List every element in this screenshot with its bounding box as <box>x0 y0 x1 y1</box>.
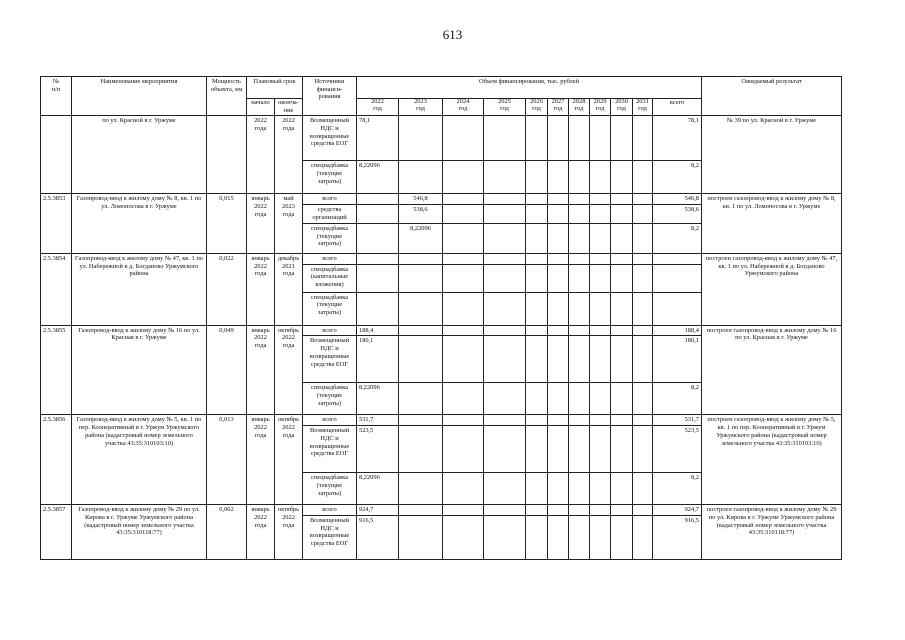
year-value <box>548 116 569 161</box>
item-capacity <box>207 116 247 194</box>
year-value <box>526 383 548 415</box>
year-value <box>526 473 548 505</box>
col-header-year: 2025 год <box>484 99 526 116</box>
item-number: 2.5.3857 <box>41 505 72 560</box>
year-value <box>399 116 443 161</box>
year-value: 916,5 <box>357 515 399 559</box>
col-header-year: 2030 год <box>611 99 633 116</box>
year-value <box>526 254 548 265</box>
year-value <box>548 161 569 194</box>
funding-source: спецнадбавка (капитальные вложения) <box>303 264 357 292</box>
year-value <box>590 254 611 265</box>
col-header-term-end: оконча- ние <box>275 99 303 116</box>
year-value <box>484 205 526 224</box>
col-header-year: 2027 год <box>548 99 569 116</box>
year-value <box>443 116 484 161</box>
year-value <box>484 336 526 383</box>
year-value <box>611 505 633 516</box>
year-value <box>633 224 653 254</box>
year-value <box>633 194 653 205</box>
year-value <box>443 254 484 265</box>
item-end: октябрь 2022 года <box>275 415 303 505</box>
item-start: 2022 года <box>247 116 275 194</box>
year-value: 546,8 <box>399 194 443 205</box>
year-value <box>569 161 590 194</box>
year-value <box>399 325 443 336</box>
year-value <box>633 383 653 415</box>
expected-result: построен газопровод-ввод к жилому дому № 8, кв. 1 по ул. Ломоносова в г. Уржуме <box>702 194 842 254</box>
col-header-volume: Объем финансирования, тыс. рублей <box>357 77 702 99</box>
col-header-year: 2026 год <box>526 99 548 116</box>
year-value <box>611 473 633 505</box>
total-value: 916,5 <box>653 515 702 559</box>
year-value: 188,4 <box>357 325 399 336</box>
funding-source: Возмещенный НДС и возвращенные средства ЕОГ <box>303 116 357 161</box>
item-end: 2022 года <box>275 116 303 194</box>
year-value <box>484 116 526 161</box>
expected-result: построен газопровод-ввод к жилому дому № 5, кв. 1 по пер. Кооперативный в г. Уржум Уржумского района (кадастровый номер земельного участка 43:35:310103:10) <box>702 415 842 505</box>
year-value <box>569 194 590 205</box>
item-name: Газопровод-ввод к жилому дому № 29 по ул. Кирова в г. Уржуме Уржумского района (кадастровый номер земельного участка 43:35:310118:77) <box>72 505 207 560</box>
year-value <box>590 292 611 325</box>
year-value <box>611 194 633 205</box>
year-value <box>443 264 484 292</box>
year-value <box>526 426 548 473</box>
col-header-year: 2024 год <box>443 99 484 116</box>
year-value <box>526 194 548 205</box>
year-value: 8,22096 <box>399 224 443 254</box>
year-value <box>443 505 484 516</box>
year-value <box>611 426 633 473</box>
year-value <box>548 264 569 292</box>
year-value <box>569 426 590 473</box>
item-end: октябрь 2022 года <box>275 505 303 560</box>
year-value <box>569 383 590 415</box>
col-header-total: всего <box>653 99 702 116</box>
item-end: май 2023 года <box>275 194 303 254</box>
year-value <box>526 116 548 161</box>
year-value <box>590 383 611 415</box>
year-value <box>548 415 569 426</box>
col-header-year: 2023 год <box>399 99 443 116</box>
year-value <box>443 383 484 415</box>
year-value <box>357 264 399 292</box>
item-capacity: 0,062 <box>207 505 247 560</box>
year-value: 538,6 <box>399 205 443 224</box>
expected-result: построен газопровод-ввод к жилому дому № 47, кв. 1 по ул. Набережной в д. Богданово Уржумского района <box>702 254 842 326</box>
item-name: по ул. Красной в г. Уржуме <box>72 116 207 194</box>
year-value <box>399 473 443 505</box>
col-header-year: 2028 год <box>569 99 590 116</box>
col-header-name: Наименование мероприятия <box>72 77 207 116</box>
year-value: 924,7 <box>357 505 399 516</box>
year-value <box>443 336 484 383</box>
year-value <box>443 325 484 336</box>
year-value <box>399 264 443 292</box>
col-header-term: Плановый срок <box>247 77 303 99</box>
funding-source: спецнадбавка (текущие затраты) <box>303 292 357 325</box>
year-value <box>399 254 443 265</box>
funding-source: Возмещенный НДС и возвращенные средства ЕОГ <box>303 426 357 473</box>
year-value <box>569 264 590 292</box>
year-value <box>548 254 569 265</box>
item-number: 2.5.3855 <box>41 325 72 415</box>
funding-source: средства организаций <box>303 205 357 224</box>
year-value <box>526 292 548 325</box>
year-value: 8,22096 <box>357 161 399 194</box>
year-value <box>548 194 569 205</box>
year-value <box>633 264 653 292</box>
funding-source: всего <box>303 415 357 426</box>
year-value <box>526 264 548 292</box>
year-value <box>590 224 611 254</box>
total-value: 8,2 <box>653 473 702 505</box>
item-name: Газопровод-ввод к жилому дому № 8, кв. 1 по ул. Ломоносова в г. Уржуме <box>72 194 207 254</box>
year-value <box>548 325 569 336</box>
item-name: Газопровод-ввод к жилому дому № 47, кв. 1 по ул. Набережной в д. Богданово Уржумского района <box>72 254 207 326</box>
item-end: декабрь 2021 года <box>275 254 303 326</box>
year-value <box>590 426 611 473</box>
year-value <box>548 515 569 559</box>
year-value: 523,5 <box>357 426 399 473</box>
year-value <box>611 254 633 265</box>
table-row <box>41 325 842 336</box>
year-value <box>443 473 484 505</box>
item-number: 2.5.3853 <box>41 194 72 254</box>
year-value <box>611 264 633 292</box>
year-value <box>484 264 526 292</box>
year-value <box>633 415 653 426</box>
year-value <box>633 161 653 194</box>
year-value <box>611 224 633 254</box>
year-value <box>443 224 484 254</box>
year-value <box>548 383 569 415</box>
year-value <box>484 292 526 325</box>
year-value: 180,1 <box>357 336 399 383</box>
year-value <box>526 505 548 516</box>
year-value: 8,22096 <box>357 383 399 415</box>
funding-source: спецнадбавка (текущие затраты) <box>303 161 357 194</box>
year-value <box>590 336 611 383</box>
item-capacity: 0,049 <box>207 325 247 415</box>
item-start: январь 2022 года <box>247 415 275 505</box>
funding-source: Возмещенный НДС и возвращенные средства ЕОГ <box>303 515 357 559</box>
year-value <box>526 336 548 383</box>
expected-result: № 39 по ул. Красной в г. Уржуме <box>702 116 842 194</box>
table-body <box>41 116 842 559</box>
year-value <box>357 224 399 254</box>
item-end: октябрь 2022 года <box>275 325 303 415</box>
year-value <box>399 515 443 559</box>
col-header-year: 2029 год <box>590 99 611 116</box>
year-value <box>590 515 611 559</box>
year-value <box>484 505 526 516</box>
year-value <box>484 224 526 254</box>
year-value <box>548 505 569 516</box>
year-value <box>569 116 590 161</box>
funding-source: спецнадбавка (текущие затраты) <box>303 383 357 415</box>
year-value <box>611 415 633 426</box>
year-value <box>633 426 653 473</box>
col-header-result: Ожидаемый результат <box>702 77 842 116</box>
year-value <box>590 473 611 505</box>
total-value: 538,6 <box>653 205 702 224</box>
year-value <box>399 383 443 415</box>
item-start: январь 2022 года <box>247 194 275 254</box>
year-value: 531,7 <box>357 415 399 426</box>
table-row <box>41 505 842 516</box>
funding-source: всего <box>303 254 357 265</box>
year-value <box>484 325 526 336</box>
year-value <box>443 426 484 473</box>
page-number: 613 <box>442 27 463 42</box>
funding-source: спецнадбавка (текущие затраты) <box>303 473 357 505</box>
item-number: 2.5.3856 <box>41 415 72 505</box>
year-value <box>548 292 569 325</box>
year-value <box>569 292 590 325</box>
expected-result: построен газопровод-ввод к жилому дому № 16 по ул. Красная в г. Уржуме <box>702 325 842 415</box>
year-value <box>569 336 590 383</box>
year-value <box>399 292 443 325</box>
year-value <box>611 336 633 383</box>
year-value <box>590 325 611 336</box>
table-row <box>41 194 842 205</box>
total-value: 188,4 <box>653 325 702 336</box>
year-value <box>548 205 569 224</box>
year-value <box>484 254 526 265</box>
year-value <box>443 415 484 426</box>
year-value <box>484 473 526 505</box>
total-value: 8,2 <box>653 383 702 415</box>
year-value <box>548 336 569 383</box>
year-value <box>633 515 653 559</box>
year-value: 8,22096 <box>357 473 399 505</box>
year-value <box>569 205 590 224</box>
item-capacity: 0,022 <box>207 254 247 326</box>
year-value <box>443 292 484 325</box>
total-value <box>653 254 702 265</box>
year-value: 78,1 <box>357 116 399 161</box>
year-value <box>399 415 443 426</box>
year-value <box>569 473 590 505</box>
year-value <box>526 205 548 224</box>
funding-source: спецнадбавка (текущие затраты) <box>303 224 357 254</box>
col-header-num: № п/п <box>41 77 72 116</box>
year-value <box>357 292 399 325</box>
year-value <box>526 325 548 336</box>
year-value <box>569 325 590 336</box>
funding-source: Возмещенный НДС и возвращенные средства ЕОГ <box>303 336 357 383</box>
col-header-source: Источники финанси- рования <box>303 77 357 116</box>
year-value <box>399 336 443 383</box>
year-value <box>611 205 633 224</box>
year-value <box>569 254 590 265</box>
year-value <box>590 116 611 161</box>
year-value <box>569 515 590 559</box>
funding-source: всего <box>303 325 357 336</box>
table-row <box>41 415 842 426</box>
year-value <box>526 515 548 559</box>
year-value <box>484 383 526 415</box>
year-value <box>590 264 611 292</box>
year-value <box>484 415 526 426</box>
item-name: Газопровод-ввод к жилому дому № 16 по ул. Красная в г. Уржуме <box>72 325 207 415</box>
table-row <box>41 254 842 265</box>
year-value <box>399 426 443 473</box>
item-start: январь 2022 года <box>247 505 275 560</box>
total-value: 924,7 <box>653 505 702 516</box>
year-value <box>443 194 484 205</box>
table-row <box>41 116 842 161</box>
item-name: Газопровод-ввод к жилому дому № 5, кв. 1 по пер. Кооперативный в г. Уржум Уржумского района (кадастровый номер земельного участка 43:35:310103:10) <box>72 415 207 505</box>
year-value <box>633 116 653 161</box>
year-value <box>633 473 653 505</box>
year-value <box>526 415 548 426</box>
year-value <box>399 161 443 194</box>
year-value <box>357 194 399 205</box>
total-value: 546,8 <box>653 194 702 205</box>
item-start: январь 2022 года <box>247 254 275 326</box>
year-value <box>569 505 590 516</box>
total-value: 8,2 <box>653 224 702 254</box>
year-value <box>484 161 526 194</box>
year-value <box>590 205 611 224</box>
col-header-year: 2031 год <box>633 99 653 116</box>
year-value <box>611 292 633 325</box>
total-value: 8,2 <box>653 161 702 194</box>
item-number: 2.5.3854 <box>41 254 72 326</box>
year-value <box>590 161 611 194</box>
year-value <box>484 194 526 205</box>
year-value <box>590 505 611 516</box>
year-value <box>569 224 590 254</box>
year-value <box>443 205 484 224</box>
year-value <box>526 224 548 254</box>
year-value <box>443 515 484 559</box>
item-capacity: 0,015 <box>207 194 247 254</box>
year-value <box>357 205 399 224</box>
year-value <box>548 426 569 473</box>
col-header-year: 2022 год <box>357 99 399 116</box>
year-value <box>526 161 548 194</box>
year-value <box>443 161 484 194</box>
financing-table <box>40 76 842 560</box>
col-header-capacity: Мощность объекта, км <box>207 77 247 116</box>
year-value <box>548 224 569 254</box>
total-value: 531,7 <box>653 415 702 426</box>
funding-source: всего <box>303 194 357 205</box>
year-value <box>611 383 633 415</box>
year-value <box>611 325 633 336</box>
year-value <box>633 205 653 224</box>
year-value <box>633 254 653 265</box>
year-value <box>590 415 611 426</box>
total-value <box>653 264 702 292</box>
item-number <box>41 116 72 194</box>
year-value <box>611 161 633 194</box>
year-value <box>548 473 569 505</box>
year-value <box>484 515 526 559</box>
year-value <box>633 336 653 383</box>
col-header-term-start: начало <box>247 99 275 116</box>
year-value <box>611 515 633 559</box>
expected-result: построен газопровод-ввод к жилому дому № 29 по ул. Кирова в г. Уржуме Уржумского района (кадастровый номер земельного участка 43:35:310118:77) <box>702 505 842 560</box>
year-value <box>569 415 590 426</box>
item-capacity: 0,013 <box>207 415 247 505</box>
funding-source: всего <box>303 505 357 516</box>
year-value <box>357 254 399 265</box>
total-value: 180,1 <box>653 336 702 383</box>
total-value <box>653 292 702 325</box>
year-value <box>633 325 653 336</box>
total-value: 78,1 <box>653 116 702 161</box>
year-value <box>633 505 653 516</box>
total-value: 523,5 <box>653 426 702 473</box>
item-start: январь 2022 года <box>247 325 275 415</box>
year-value <box>590 194 611 205</box>
year-value <box>611 116 633 161</box>
year-value <box>399 505 443 516</box>
year-value <box>484 426 526 473</box>
year-value <box>633 292 653 325</box>
